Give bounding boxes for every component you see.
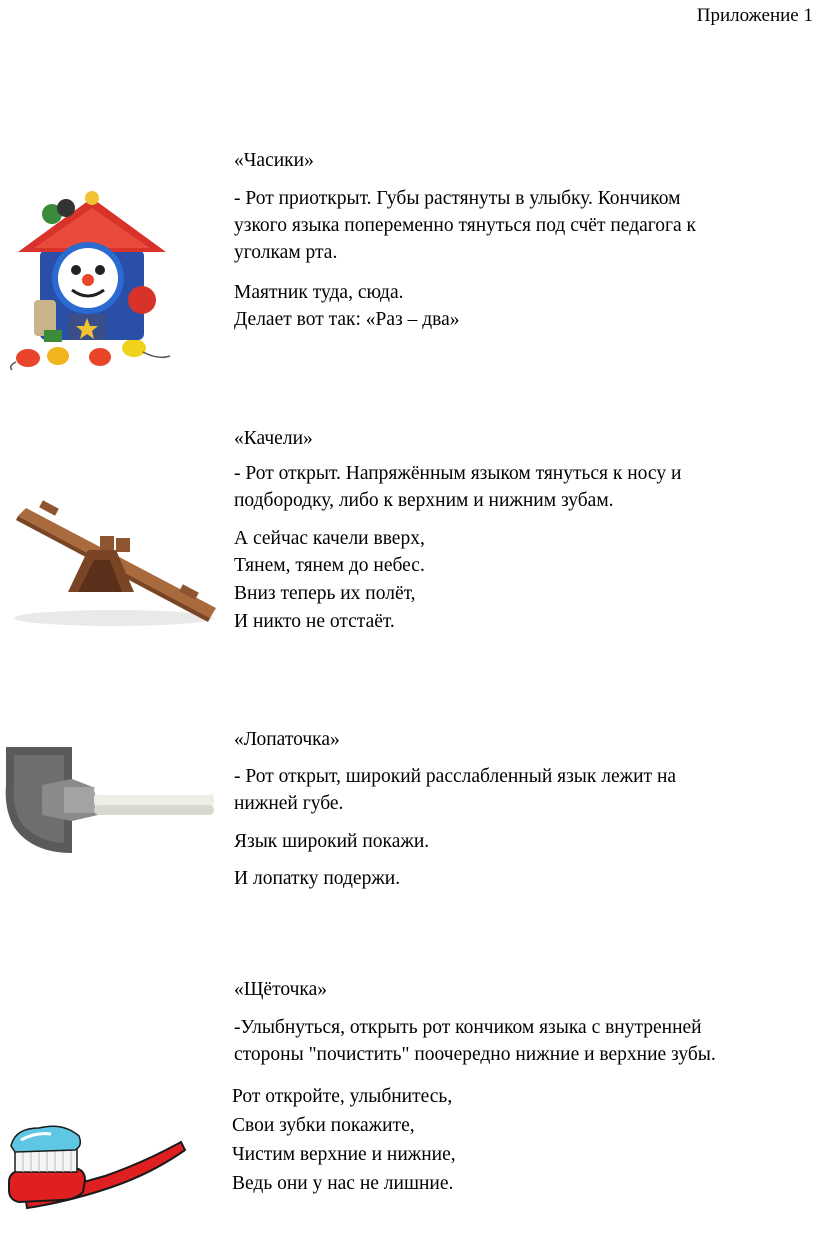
rhyme-line: И лопатку подержи. (234, 868, 401, 889)
rhyme-line: Делает вот так: «Раз – два» (234, 309, 460, 330)
rhyme-line: Рот откройте, улыбнитесь, (232, 1086, 453, 1107)
seesaw-icon (4, 500, 220, 630)
exercise-title-lopatochka: «Лопаточка» (234, 729, 340, 750)
exercise-instruction-line: подбородку, либо к верхним и нижним зубам. (234, 490, 614, 511)
appendix-label: Приложение 1 (696, 5, 813, 26)
exercise-title-chasiki: «Часики» (234, 150, 314, 171)
toothbrush-icon (5, 1118, 187, 1208)
exercise-instruction-line: уголкам рта. (234, 242, 338, 263)
exercise-instruction-line: стороны "почистить" поочередно нижние и верхние зубы. (234, 1044, 716, 1065)
rhyme-line: Вниз теперь их полёт, (234, 583, 416, 604)
rhyme-line: Тянем, тянем до небес. (234, 555, 425, 576)
rhyme-line: Маятник туда, сюда. (234, 282, 404, 303)
exercise-instruction-line: нижней губе. (234, 793, 344, 814)
exercise-instruction-line: - Рот приоткрыт. Губы растянуты в улыбку. Кончиком (234, 188, 681, 209)
rhyme-line: А сейчас качели вверх, (234, 528, 425, 549)
exercise-title-kacheli: «Качели» (234, 428, 313, 449)
exercise-instruction-line: узкого языка попеременно тянуться под счёт педагога к (234, 215, 697, 236)
rhyme-line: Язык широкий покажи. (234, 831, 430, 852)
toy-clock-icon (8, 190, 173, 370)
shovel-icon (2, 745, 217, 857)
exercise-instruction-line: - Рот открыт, широкий расслабленный язык лежит на (234, 766, 677, 787)
rhyme-line: Чистим верхние и нижние, (232, 1144, 456, 1165)
rhyme-line: Свои зубки покажите, (232, 1115, 415, 1136)
exercise-instruction-line: -Улыбнуться, открыть рот кончиком языка с внутренней (234, 1017, 702, 1038)
rhyme-line: И никто не отстаёт. (234, 611, 395, 632)
exercise-title-shchetochka: «Щёточка» (234, 979, 327, 1000)
exercise-instruction-line: - Рот открыт. Напряжённым языком тянуться к носу и (234, 463, 682, 484)
rhyme-line: Ведь они у нас не лишние. (232, 1173, 454, 1194)
